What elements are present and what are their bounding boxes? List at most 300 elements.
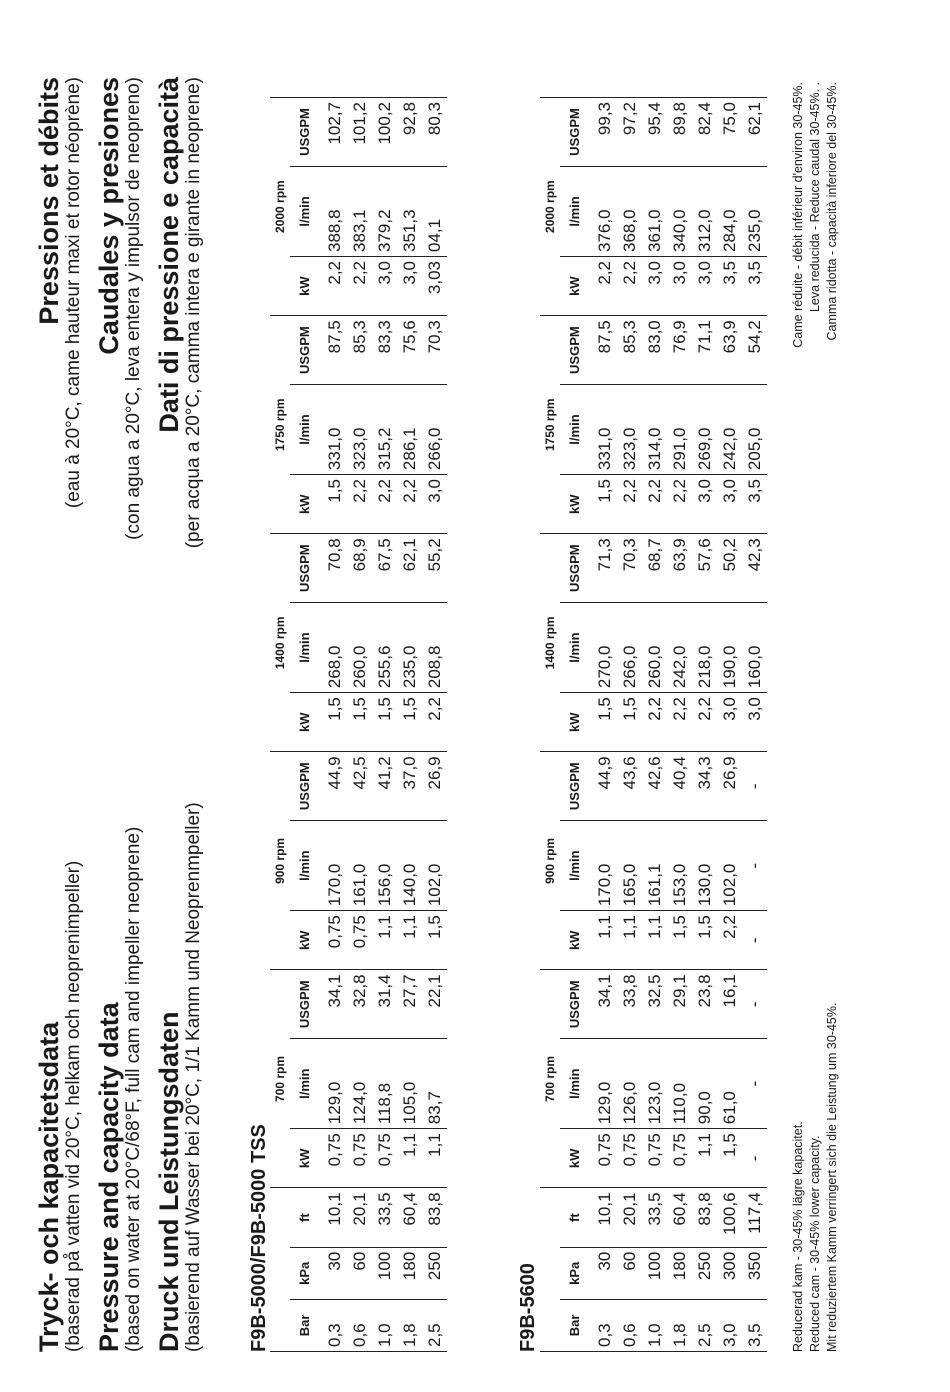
table-cell: 161,1: [642, 821, 667, 911]
header-left: [35, 632, 215, 1352]
table-cell: 70,8: [318, 534, 347, 603]
table-cell: 1,5: [717, 1129, 742, 1188]
col-ft: ft: [560, 1188, 588, 1247]
capacity-table-2: [540, 97, 767, 1352]
subtitle-it: (per acqua a 20°C, camma intera e girante in neoprene): [183, 77, 204, 549]
table-cell: 2,2: [318, 257, 347, 316]
table-cell: 1,1: [422, 1129, 447, 1188]
subtitle-fr: (eau à 20°C, came hauteur maxi et rotor néoprène): [63, 77, 84, 509]
table-cell: 260,0: [347, 603, 372, 693]
table-cell: 61,0: [717, 1039, 742, 1129]
table-cell: 100,6: [717, 1188, 742, 1247]
table-cell: 68,7: [642, 534, 667, 603]
table-cell: 2,2: [667, 475, 692, 534]
table-cell: 1,0: [372, 1299, 397, 1351]
table-cell: 87,5: [588, 316, 617, 385]
table-cell: 2,2: [422, 693, 447, 752]
table-cell: 130,0: [692, 821, 717, 911]
table-cell: 55,2: [422, 534, 447, 603]
table-cell: 30: [588, 1247, 617, 1299]
table-cell: 10,1: [588, 1188, 617, 1247]
table-cell: 90,0: [692, 1039, 717, 1129]
table-cell: 266,0: [422, 385, 447, 475]
table-cell: 1,8: [667, 1299, 692, 1351]
col-usgpm: USGPM: [560, 534, 588, 603]
table-cell: 50,2: [717, 534, 742, 603]
table-cell: 99,3: [588, 98, 617, 167]
title-es: Caudales y presiones: [94, 77, 124, 355]
table-cell: 0,6: [347, 1299, 372, 1351]
table-cell: 3,5: [717, 257, 742, 316]
table-cell: 41,2: [372, 752, 397, 821]
table-cell: 3,0: [717, 1299, 742, 1351]
table-cell: 100: [642, 1247, 667, 1299]
table-cell: 1,1: [642, 911, 667, 970]
rpm-header: 1400 rpm: [270, 534, 290, 752]
table-cell: 70,3: [422, 316, 447, 385]
table-cell: 312,0: [692, 166, 717, 256]
table-cell: 92,8: [397, 98, 422, 167]
table-cell: 124,0: [347, 1039, 372, 1129]
table-cell: 2,2: [667, 693, 692, 752]
table-cell: 314,0: [642, 385, 667, 475]
col-lmin: l/min: [560, 1039, 588, 1129]
table-cell: 1,0: [642, 1299, 667, 1351]
table-cell: 83,7: [422, 1039, 447, 1129]
table-cell: 3,0: [717, 693, 742, 752]
table-cell: 1,5: [347, 693, 372, 752]
col-lmin: l/min: [290, 603, 318, 693]
table-cell: 33,5: [642, 1188, 667, 1247]
table-cell: 63,9: [667, 534, 692, 603]
table-cell: 242,0: [717, 385, 742, 475]
col-usgpm: USGPM: [560, 98, 588, 167]
table-cell: 208,8: [422, 603, 447, 693]
table-cell: 83,8: [692, 1188, 717, 1247]
col-kw: kW: [560, 257, 588, 316]
table-cell: 34,3: [692, 752, 717, 821]
model-title-1: F9B-5000/F9B-5000 TSS: [248, 1124, 270, 1352]
table-cell: 33,5: [372, 1188, 397, 1247]
rpm-header: 900 rpm: [540, 752, 560, 970]
table-row: [422, 98, 447, 1352]
table-cell: 85,3: [347, 316, 372, 385]
table-cell: 87,5: [318, 316, 347, 385]
table-cell: -: [742, 970, 767, 1039]
table-cell: 62,1: [742, 98, 767, 167]
col-lmin: l/min: [560, 603, 588, 693]
table-cell: 270,0: [588, 603, 617, 693]
col-usgpm: USGPM: [290, 316, 318, 385]
col-usgpm: USGPM: [290, 752, 318, 821]
table-cell: 43,6: [617, 752, 642, 821]
table-cell: 30: [318, 1247, 347, 1299]
title-sv: Tryck- och kapacitetsdata: [34, 1021, 64, 1352]
table-cell: 60: [347, 1247, 372, 1299]
col-usgpm: USGPM: [290, 98, 318, 167]
col-lmin: l/min: [560, 385, 588, 475]
table-cell: 218,0: [692, 603, 717, 693]
col-kw: kW: [560, 693, 588, 752]
table-cell: 0,75: [642, 1129, 667, 1188]
table-cell: 26,9: [717, 752, 742, 821]
col-lmin: l/min: [290, 385, 318, 475]
table-cell: 190,0: [717, 603, 742, 693]
table-cell: 83,3: [372, 316, 397, 385]
table-cell: 268,0: [318, 603, 347, 693]
table-cell: 76,9: [667, 316, 692, 385]
table-cell: 361,0: [642, 166, 667, 256]
table-cell: 368,0: [617, 166, 642, 256]
note-en: Reduced cam - 30-45% lower capacity.: [808, 1135, 822, 1352]
table-cell: 82,4: [692, 98, 717, 167]
table-cell: 180: [667, 1247, 692, 1299]
table-cell: 62,1: [397, 534, 422, 603]
table-cell: 291,0: [667, 385, 692, 475]
table-cell: -: [742, 1129, 767, 1188]
table-cell: 3,0: [642, 257, 667, 316]
col-usgpm: USGPM: [560, 316, 588, 385]
table-cell: 80,3: [422, 98, 447, 167]
table-cell: 170,0: [318, 821, 347, 911]
table-cell: 70,3: [617, 534, 642, 603]
table-cell: 1,5: [318, 693, 347, 752]
table-cell: 129,0: [318, 1039, 347, 1129]
table-cell: 102,0: [422, 821, 447, 911]
rpm-header: 700 rpm: [540, 970, 560, 1188]
table-cell: -: [742, 752, 767, 821]
table-cell: 2,2: [372, 475, 397, 534]
col-ft: ft: [290, 1188, 318, 1247]
table-cell: 1,1: [372, 911, 397, 970]
table-cell: 2,2: [347, 257, 372, 316]
table-row: [588, 98, 617, 1352]
table-cell: 23,8: [692, 970, 717, 1039]
table-cell: 22,1: [422, 970, 447, 1039]
table-cell: 3,0: [397, 257, 422, 316]
col-kw: kW: [290, 911, 318, 970]
table-row: [318, 98, 347, 1352]
table-cell: 1,5: [588, 475, 617, 534]
table-cell: 205,0: [742, 385, 767, 475]
header-right: [35, 77, 215, 732]
table-cell: 102,7: [318, 98, 347, 167]
table-cell: 0,75: [667, 1129, 692, 1188]
table-cell: 165,0: [617, 821, 642, 911]
rpm-blank: [270, 1188, 290, 1352]
table-cell: 3,0: [667, 257, 692, 316]
table-cell: 284,0: [717, 166, 742, 256]
table-cell: 118,8: [372, 1039, 397, 1129]
col-kw: kW: [290, 693, 318, 752]
table-cell: 102,0: [717, 821, 742, 911]
table-cell: 156,0: [372, 821, 397, 911]
table-cell: 300: [717, 1247, 742, 1299]
title-it: Dati di pressione e capacità: [154, 77, 184, 433]
table-cell: 388,8: [318, 166, 347, 256]
col-usgpm: USGPM: [560, 970, 588, 1039]
table-cell: 71,1: [692, 316, 717, 385]
table-cell: 37,0: [397, 752, 422, 821]
table-cell: 1,5: [692, 911, 717, 970]
subtitle-es: (con agua a 20°C, leva entera y impulsor de neopreno): [123, 77, 144, 540]
table-cell: 140,0: [397, 821, 422, 911]
table-cell: 255,6: [372, 603, 397, 693]
table-row: [347, 98, 372, 1352]
table-cell: 2,2: [347, 475, 372, 534]
table-cell: 34,1: [318, 970, 347, 1039]
table-cell: 1,1: [588, 911, 617, 970]
table-cell: 29,1: [667, 970, 692, 1039]
table-cell: -: [742, 821, 767, 911]
table-cell: 3,5: [742, 257, 767, 316]
table-cell: 0,75: [347, 1129, 372, 1188]
col-lmin: l/min: [290, 166, 318, 256]
col-lmin: l/min: [290, 821, 318, 911]
table-row: [642, 98, 667, 1352]
rpm-header: 1750 rpm: [270, 316, 290, 534]
table-cell: 2,2: [588, 257, 617, 316]
table-cell: 2,2: [642, 693, 667, 752]
table-cell: 383,1: [347, 166, 372, 256]
table-cell: 95,4: [642, 98, 667, 167]
col-lmin: l/min: [290, 1039, 318, 1129]
table-cell: 269,0: [692, 385, 717, 475]
table-cell: 04,1: [422, 166, 447, 256]
table-cell: 323,0: [617, 385, 642, 475]
note-fr: Came réduite - débit inférieur d'environ 30-45%.: [791, 82, 805, 348]
table-row: [397, 98, 422, 1352]
table-cell: 83,8: [422, 1188, 447, 1247]
table-cell: 1,5: [397, 693, 422, 752]
table-cell: 44,9: [318, 752, 347, 821]
notes-right: [790, 82, 841, 602]
col-lmin: l/min: [560, 821, 588, 911]
table-cell: 67,5: [372, 534, 397, 603]
table-cell: 100,2: [372, 98, 397, 167]
rpm-header: 700 rpm: [270, 970, 290, 1188]
table-cell: -: [742, 1039, 767, 1129]
table-cell: 2,5: [422, 1299, 447, 1351]
table-cell: 242,0: [667, 603, 692, 693]
table-cell: 75,6: [397, 316, 422, 385]
col-kpa: kPa: [290, 1247, 318, 1299]
table-cell: 10,1: [318, 1188, 347, 1247]
table-cell: 117,4: [742, 1188, 767, 1247]
subtitle-sv: (baserad på vatten vid 20°C, helkam och neoprenimpeller): [63, 860, 84, 1352]
table-cell: 160,0: [742, 603, 767, 693]
table-cell: 100: [372, 1247, 397, 1299]
rpm-header: 2000 rpm: [540, 98, 560, 316]
table-cell: 1,1: [692, 1129, 717, 1188]
note-it: Camma ridotta - capacità inferiore del 30-45%.: [825, 82, 839, 341]
col-usgpm: USGPM: [290, 970, 318, 1039]
table-cell: 32,5: [642, 970, 667, 1039]
table-cell: 123,0: [642, 1039, 667, 1129]
col-bar: Bar: [290, 1299, 318, 1351]
table-cell: 110,0: [667, 1039, 692, 1129]
table-cell: -: [742, 911, 767, 970]
rpm-blank: [540, 1188, 560, 1352]
table-cell: 350: [742, 1247, 767, 1299]
table-cell: 3,0: [692, 257, 717, 316]
table-cell: 101,2: [347, 98, 372, 167]
table-cell: 60: [617, 1247, 642, 1299]
table-cell: 85,3: [617, 316, 642, 385]
capacity-table-1: [270, 97, 447, 1352]
table-cell: 351,3: [397, 166, 422, 256]
table-cell: 33,8: [617, 970, 642, 1039]
table-cell: 57,6: [692, 534, 717, 603]
table-cell: 0,75: [347, 911, 372, 970]
table-cell: 315,2: [372, 385, 397, 475]
table-cell: 170,0: [588, 821, 617, 911]
notes-left: [790, 1003, 841, 1352]
table-cell: 235,0: [742, 166, 767, 256]
table-cell: 60,4: [667, 1188, 692, 1247]
rpm-header: 2000 rpm: [270, 98, 290, 316]
table-cell: 235,0: [397, 603, 422, 693]
rpm-header: 900 rpm: [270, 752, 290, 970]
table-cell: 60,4: [397, 1188, 422, 1247]
table-cell: 42,3: [742, 534, 767, 603]
table-cell: 3,5: [742, 475, 767, 534]
table-cell: 266,0: [617, 603, 642, 693]
table-cell: 126,0: [617, 1039, 642, 1129]
table-cell: 20,1: [347, 1188, 372, 1247]
col-kpa: kPa: [560, 1247, 588, 1299]
table-cell: 376,0: [588, 166, 617, 256]
table-cell: 75,0: [717, 98, 742, 167]
table-cell: 161,0: [347, 821, 372, 911]
table-cell: 1,5: [617, 693, 642, 752]
table-cell: 2,2: [397, 475, 422, 534]
rpm-header: 1400 rpm: [540, 534, 560, 752]
table-cell: 44,9: [588, 752, 617, 821]
table-cell: 180: [397, 1247, 422, 1299]
table-cell: 250: [692, 1247, 717, 1299]
table-cell: 379,2: [372, 166, 397, 256]
table-cell: 1,5: [588, 693, 617, 752]
table-cell: 40,4: [667, 752, 692, 821]
table-cell: 3,0: [742, 693, 767, 752]
table-row: [742, 98, 767, 1352]
table-cell: 89,8: [667, 98, 692, 167]
table-cell: 71,3: [588, 534, 617, 603]
title-fr: Pressions et débits: [34, 77, 64, 325]
table-cell: 42,5: [347, 752, 372, 821]
table-cell: 1,5: [422, 911, 447, 970]
col-kw: kW: [290, 475, 318, 534]
table-cell: 16,1: [717, 970, 742, 1039]
col-kw: kW: [560, 475, 588, 534]
table-cell: 34,1: [588, 970, 617, 1039]
col-usgpm: USGPM: [560, 752, 588, 821]
subtitle-de: (basierend auf Wasser bei 20°C, 1/1 Kamm und Neoprenmpeller): [183, 802, 204, 1352]
table-cell: 54,2: [742, 316, 767, 385]
table-cell: 27,7: [397, 970, 422, 1039]
table-cell: 1,5: [372, 693, 397, 752]
table-cell: 31,4: [372, 970, 397, 1039]
title-de: Druck und Leistungsdaten: [154, 1011, 184, 1352]
table-cell: 0,75: [318, 911, 347, 970]
note-es: Leva reducida - Reduce caudal 30-45%. .: [808, 82, 822, 313]
note-sv: Reducerad kam - 30-45% lägre kapacitet.: [791, 1121, 805, 1352]
table-cell: 1,1: [397, 1129, 422, 1188]
table-cell: 0,75: [372, 1129, 397, 1188]
table-cell: 2,2: [642, 475, 667, 534]
table-cell: 20,1: [617, 1188, 642, 1247]
col-kw: kW: [290, 257, 318, 316]
table-row: [692, 98, 717, 1352]
table-row: [667, 98, 692, 1352]
col-usgpm: USGPM: [290, 534, 318, 603]
table-cell: 42,6: [642, 752, 667, 821]
table-cell: 83,0: [642, 316, 667, 385]
table-cell: 3,0: [717, 475, 742, 534]
subtitle-en: (based on water at 20°C/68°F, full cam and impeller neoprene): [123, 826, 144, 1352]
table-cell: 1,1: [617, 911, 642, 970]
table-cell: 331,0: [588, 385, 617, 475]
table-cell: 0,75: [318, 1129, 347, 1188]
table-cell: 129,0: [588, 1039, 617, 1129]
table-cell: 260,0: [642, 603, 667, 693]
table-cell: 0,3: [318, 1299, 347, 1351]
table-cell: 340,0: [667, 166, 692, 256]
model-title-2: F9B-5600: [517, 1263, 539, 1352]
table-cell: 2,2: [617, 257, 642, 316]
table-cell: 2,2: [717, 911, 742, 970]
table-cell: 2,2: [617, 475, 642, 534]
col-lmin: l/min: [560, 166, 588, 256]
table-cell: 1,5: [318, 475, 347, 534]
col-bar: Bar: [560, 1299, 588, 1351]
table-cell: 97,2: [617, 98, 642, 167]
table-cell: 153,0: [667, 821, 692, 911]
table-cell: 32,8: [347, 970, 372, 1039]
table-cell: 0,6: [617, 1299, 642, 1351]
table-cell: 323,0: [347, 385, 372, 475]
title-en: Pressure and capacity data: [94, 1002, 124, 1352]
table-cell: 1,1: [397, 911, 422, 970]
table-cell: 105,0: [397, 1039, 422, 1129]
table-cell: 26,9: [422, 752, 447, 821]
table-cell: 250: [422, 1247, 447, 1299]
table-cell: 0,75: [617, 1129, 642, 1188]
table-cell: 0,75: [588, 1129, 617, 1188]
col-kw: kW: [290, 1129, 318, 1188]
table-row: [617, 98, 642, 1352]
table-cell: 331,0: [318, 385, 347, 475]
table-cell: 286,1: [397, 385, 422, 475]
note-de: Mit reduziertem Kamm verringert sich die Leistung um 30-45%.: [825, 1002, 839, 1352]
table-cell: 63,9: [717, 316, 742, 385]
table-cell: 2,2: [692, 693, 717, 752]
rpm-header: 1750 rpm: [540, 316, 560, 534]
table-row: [717, 98, 742, 1352]
col-kw: kW: [560, 911, 588, 970]
table-cell: 0,3: [588, 1299, 617, 1351]
table-cell: 1,5: [667, 911, 692, 970]
col-kw: kW: [560, 1129, 588, 1188]
table-cell: 3,5: [742, 1299, 767, 1351]
table-row: [372, 98, 397, 1352]
table-cell: 3,03: [422, 257, 447, 316]
table-cell: 3,0: [422, 475, 447, 534]
table-cell: 3,0: [372, 257, 397, 316]
table-cell: 1,8: [397, 1299, 422, 1351]
table-cell: 3,0: [692, 475, 717, 534]
